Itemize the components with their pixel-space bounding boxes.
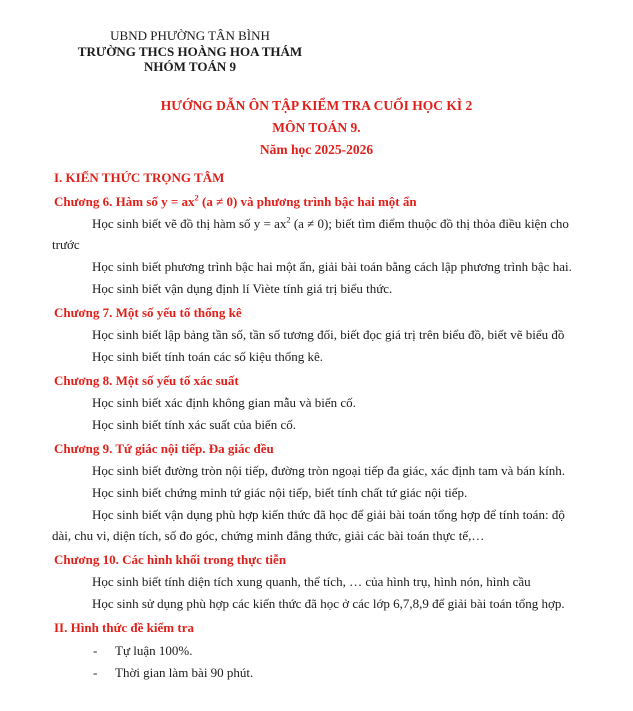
- paragraph-text: (a ≠ 0); biết tìm điểm thuộc đồ thị thỏa điều kiện cho: [290, 215, 569, 231]
- title-line-1: HƯỚNG DẪN ÔN TẬP KIỂM TRA CUỐI HỌC KÌ 2: [160, 97, 473, 113]
- chapter-9-paragraph-3: [52, 504, 597, 546]
- section-1-heading: I. KIẾN THỨC TRỌNG TÂM: [54, 169, 225, 185]
- chapter-10-heading: Chương 10. Các hình khối trong thực tiễn: [54, 551, 287, 567]
- chapter-9-heading: Chương 9. Tứ giác nội tiếp. Đa giác đều: [54, 440, 274, 456]
- paragraph-text: Học sinh biết vẽ đồ thị hàm số y = ax: [92, 215, 287, 231]
- chapter-9-paragraph-2: Học sinh biết chứng minh tứ giác nội tiếp, biết tính chất tứ giác nội tiếp.: [92, 484, 468, 500]
- dash-bullet: -: [93, 664, 98, 680]
- section-2-heading: II. Hình thức đề kiểm tra: [54, 619, 194, 635]
- paragraph-text: Học sinh biết vận dụng phù hợp kiến thức đã học để giải bài toán tổng hợp để tính toán: độ: [92, 506, 565, 522]
- chapter-8-paragraph-1: Học sinh biết xác định không gian mẫu và biến cố.: [92, 394, 356, 410]
- chapter-6-heading-text: Chương 6. Hàm số y = ax: [54, 193, 195, 209]
- list-item-text: Tự luận 100%.: [115, 642, 193, 658]
- title-line-2: MÔN TOÁN 9.: [272, 119, 361, 135]
- org-name: UBND PHƯỜNG TÂN BÌNH: [110, 28, 270, 43]
- chapter-7-paragraph-2: Học sinh biết tính toán các số kiệu thống kê.: [92, 348, 324, 364]
- chapter-6-paragraph-2: Học sinh biết phương trình bậc hai một ẩn, giải bài toán bằng cách lập phương trình bậc hai.: [92, 258, 572, 274]
- dash-bullet: -: [93, 642, 98, 658]
- chapter-6-heading-superscript: 2: [194, 192, 199, 203]
- chapter-8-heading: Chương 8. Một số yếu tố xác suất: [54, 372, 239, 388]
- paragraph-text: trước: [52, 236, 80, 252]
- chapter-10-paragraph-1: Học sinh biết tính diện tích xung quanh, thể tích, … của hình trụ, hình nón, hình cầu: [92, 573, 531, 589]
- document-title: [36, 95, 597, 161]
- list-item-text: Thời gian làm bài 90 phút.: [115, 664, 254, 680]
- paragraph-text: dài, chu vi, diện tích, số đo góc, chứng minh đẳng thức, giải các bài toán thực tế,…: [52, 527, 485, 543]
- document-body: [52, 167, 597, 683]
- chapter-6-paragraph-3: Học sinh biết vận dụng định lí Viète tính giá trị biểu thức.: [92, 280, 393, 296]
- chapter-9-paragraph-1: Học sinh biết đường tròn nội tiếp, đường tròn ngoại tiếp đa giác, xác định tam và bán kính.: [92, 462, 565, 478]
- document-header: [56, 28, 324, 75]
- title-line-3: Năm học 2025-2026: [259, 141, 374, 157]
- school-name: TRƯỜNG THCS HOÀNG HOA THÁM: [77, 43, 303, 59]
- chapter-6-paragraph-1: [52, 213, 597, 255]
- paragraph-superscript: 2: [286, 214, 291, 225]
- list-item: [93, 662, 597, 683]
- chapter-8-paragraph-2: Học sinh biết tính xác suất của biến cố.: [92, 416, 296, 432]
- chapter-6-heading-text-post: (a ≠ 0) và phương trình bậc hai một ẩn: [198, 193, 417, 209]
- chapter-7-heading: Chương 7. Một số yếu tố thống kê: [54, 304, 242, 320]
- group-name: NHÓM TOÁN 9: [144, 59, 236, 74]
- chapter-6-heading: [54, 191, 597, 212]
- chapter-10-paragraph-2: Học sinh sử dụng phù hợp các kiến thức đã học ở các lớp 6,7,8,9 để giải bài toán tổng hợp.: [92, 595, 565, 611]
- chapter-7-paragraph-1: Học sinh biết lập bảng tần số, tần số tương đối, biết đọc giá trị trên biểu đồ, biết vẽ biểu đồ: [92, 326, 565, 342]
- exam-format-list: [52, 640, 597, 683]
- list-item: [93, 640, 597, 661]
